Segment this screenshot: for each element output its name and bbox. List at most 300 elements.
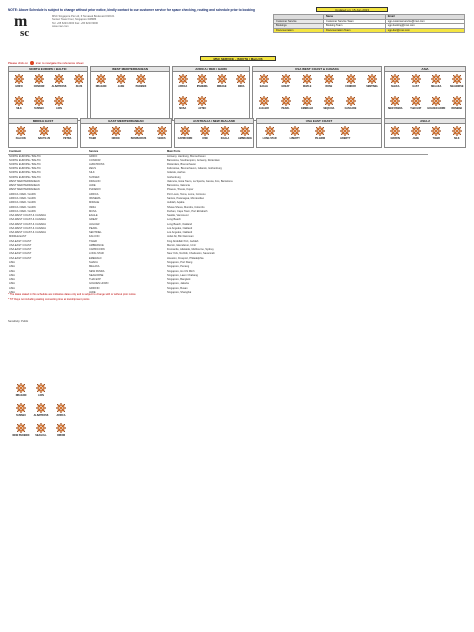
region-panel xyxy=(172,66,250,121)
region-panel xyxy=(174,118,254,148)
ship-wheel-icon xyxy=(425,126,447,136)
service-wheel-button[interactable] xyxy=(384,126,406,140)
service-wheel-button[interactable] xyxy=(253,96,275,110)
ports-cell: Gothenburg xyxy=(167,175,181,179)
ship-wheel-icon xyxy=(334,126,356,136)
continent-cell: USA EAST COAST xyxy=(9,239,32,243)
service-name: AZTEC xyxy=(198,106,207,110)
service-wheel-button[interactable] xyxy=(214,126,236,140)
ship-wheel-icon xyxy=(28,96,50,106)
disclaimer-note: * The dates stated in this schedule are indicative dates only and is subject to change with or without prior notice xyxy=(8,293,136,296)
ports-cell: Santos, Paranagua, Montevideo xyxy=(167,197,205,201)
service-wheel-button[interactable] xyxy=(230,74,252,88)
ports-cell: Mersin, Iskenderun, Izmir xyxy=(167,243,197,247)
service-wheel-button[interactable] xyxy=(33,126,55,140)
ship-wheel-icon xyxy=(28,74,50,84)
contact-header: Email xyxy=(385,15,464,20)
region-title: MIDDLE EAST xyxy=(9,119,77,124)
service-wheel-button[interactable] xyxy=(446,96,468,110)
ports-cell: Singapore, Jakarta xyxy=(167,282,189,286)
service-name: DRAGON xyxy=(95,84,107,88)
ports-cell: King Abdullah Port, Jeddah xyxy=(167,239,199,243)
ship-wheel-icon xyxy=(234,126,256,136)
ship-wheel-icon xyxy=(318,74,340,84)
ship-wheel-icon xyxy=(30,403,52,413)
service-wheel-button[interactable] xyxy=(82,126,104,140)
continent-cell: USA EAST COAST xyxy=(9,256,32,260)
service-wheel-button[interactable] xyxy=(130,74,152,88)
ship-wheel-icon xyxy=(425,74,447,84)
ship-wheel-icon xyxy=(30,423,52,433)
service-wheel-button[interactable] xyxy=(48,74,70,88)
service-name: MIRAGE xyxy=(216,84,227,88)
service-name: KOALA xyxy=(220,136,230,140)
continent-cell: NORTH EUROPE / BALTIC xyxy=(9,175,41,179)
sensitivity-label: Sensitivity: Public xyxy=(8,320,29,323)
ship-wheel-icon xyxy=(174,126,196,136)
service-cell: GRIFFIN xyxy=(89,286,100,290)
ship-wheel-icon xyxy=(151,126,173,136)
ports-cell: Singapore, Penang xyxy=(167,265,190,269)
ship-wheel-icon xyxy=(446,126,468,136)
ship-wheel-icon xyxy=(50,403,72,413)
service-cell: ALBATROSS xyxy=(89,162,105,166)
table-header: Continent xyxy=(8,150,88,154)
ship-wheel-icon xyxy=(446,96,468,106)
service-name: SILK xyxy=(16,106,22,110)
service-name: GRIFFIN xyxy=(390,136,401,140)
ports-cell: Fremantle, Adelaide, Melbourne, Sydney xyxy=(167,248,214,252)
service-wheel-button[interactable] xyxy=(194,126,216,140)
service-name: ORION xyxy=(111,136,120,140)
ship-wheel-icon xyxy=(275,74,297,84)
service-cell: SEAHORSE xyxy=(89,273,104,277)
service-name: FALCON xyxy=(15,136,26,140)
service-name: BOSPHORUS xyxy=(130,136,147,140)
ship-wheel-icon xyxy=(275,96,297,106)
contact-name: Customer Service Team xyxy=(324,19,386,24)
service-wheel-button[interactable] xyxy=(296,74,318,88)
update-badge: Updated on: 15-Jun-2023 xyxy=(316,7,388,12)
continent-cell: WEST MEDITERRANEAN xyxy=(9,188,40,192)
continent-cell: USA WEST COAST & CANADA xyxy=(9,218,46,222)
service-name: PHOENIX xyxy=(135,84,147,88)
service-name: NAUTILUS xyxy=(37,136,51,140)
service-wheel-button[interactable] xyxy=(284,126,306,140)
service-name: JAGUAR xyxy=(258,106,269,110)
continent-cell: ASIA xyxy=(9,269,15,273)
ship-wheel-icon xyxy=(230,74,252,84)
hint-text: icon to navigate the reference sheet xyxy=(35,61,84,65)
service-wheel-button[interactable] xyxy=(318,96,340,110)
service-wheel-button[interactable] xyxy=(28,74,50,88)
region-title: USA WEST COAST & CANADA xyxy=(253,67,381,72)
service-wheel-button[interactable] xyxy=(105,126,127,140)
ship-wheel-icon xyxy=(194,126,216,136)
service-cell: SENTINEL xyxy=(89,231,102,235)
service-wheel-button[interactable] xyxy=(446,126,468,140)
ports-cell: Singapore, Busan xyxy=(167,286,188,290)
service-name: CASCADE xyxy=(344,106,357,110)
region-panel xyxy=(252,66,382,121)
region-panel xyxy=(80,118,172,148)
msc-logo: m sc xyxy=(14,13,30,39)
service-wheel-button[interactable] xyxy=(10,126,32,140)
service-name: CAPRICORN xyxy=(177,136,193,140)
contact-label: Customer Service xyxy=(274,19,324,24)
ship-wheel-icon xyxy=(340,74,362,84)
service-name: ZEUS xyxy=(75,84,83,88)
ship-wheel-icon xyxy=(10,383,32,393)
contact-table xyxy=(273,14,465,33)
service-name: NEW PHOENIX xyxy=(12,433,30,437)
service-name: ALBATROSS xyxy=(33,413,49,417)
service-cell: MUSA xyxy=(89,209,97,213)
region-title: USA EAST COAST xyxy=(257,119,381,124)
service-cell: TIGER xyxy=(89,239,97,243)
service-wheel-button[interactable] xyxy=(425,74,447,88)
region-panel xyxy=(90,66,170,121)
service-name: SENTINEL xyxy=(366,84,379,88)
service-title-bar: MSC SERVICE - (SOUTH / Main Ol) xyxy=(200,56,276,61)
ship-wheel-icon xyxy=(90,74,112,84)
continent-cell: USA EAST COAST xyxy=(9,248,32,252)
ship-wheel-icon xyxy=(214,126,236,136)
ship-wheel-icon xyxy=(128,126,150,136)
contact-name: Documentation Team xyxy=(324,28,386,33)
region-panel xyxy=(384,118,466,148)
company-address xyxy=(52,15,192,29)
service-wheel-button[interactable] xyxy=(30,383,52,397)
service-name: GRIFO xyxy=(15,84,23,88)
service-wheel-button[interactable] xyxy=(340,96,362,110)
contact-email[interactable]: sgp-doc@msc.com xyxy=(385,28,464,33)
service-wheel-button[interactable] xyxy=(30,423,52,437)
ports-cell: Rotterdam, Bremerhaven xyxy=(167,162,197,166)
service-wheel-button[interactable] xyxy=(128,126,150,140)
service-wheel-button[interactable] xyxy=(28,96,50,110)
ports-cell: Jebel Ali, Bin Dammam xyxy=(167,235,194,239)
service-wheel-button[interactable] xyxy=(309,126,331,140)
ports-cell: Los Angeles, Oakland xyxy=(167,226,193,230)
ports-cell: Durban, Cape Town, Port Elizabeth xyxy=(167,209,208,213)
service-name: AFRICA xyxy=(178,84,188,88)
service-wheel-button[interactable] xyxy=(259,126,281,140)
ship-wheel-icon xyxy=(110,74,132,84)
service-wheel-button[interactable] xyxy=(8,74,30,88)
service-cell: CAPRICORN xyxy=(89,248,105,252)
service-wheel-button[interactable] xyxy=(425,126,447,140)
service-name: ROSE xyxy=(325,84,333,88)
service-cell: JADE xyxy=(89,184,96,188)
service-name: SILK xyxy=(454,136,460,140)
service-cell: IPANEMA xyxy=(89,197,101,201)
service-name: GREAT xyxy=(281,84,290,88)
service-name: DRAGON xyxy=(15,393,27,397)
continent-cell: NORTH EUROPE / BALTIC xyxy=(9,154,41,158)
service-name: EMERALD xyxy=(301,106,314,110)
ship-wheel-icon xyxy=(48,96,70,106)
continent-cell: AFRICA / RED / GARN xyxy=(9,209,36,213)
ports-cell: Long Beach xyxy=(167,218,181,222)
service-wheel-button[interactable] xyxy=(151,126,173,140)
contact-name: Booking Team xyxy=(324,24,386,29)
service-wheel-button[interactable] xyxy=(275,74,297,88)
ports-cell: Singapore, Port Klang xyxy=(167,261,193,264)
region-title: AUSTRALIA / NEW ZEALAND xyxy=(175,119,253,124)
continent-cell: NORTH EUROPE / BALTIC xyxy=(9,158,41,162)
service-name: JADE xyxy=(117,84,125,88)
continent-cell: AFRICA / RED / GARN xyxy=(9,205,36,209)
ship-wheel-icon xyxy=(405,96,427,106)
service-wheel-button[interactable] xyxy=(296,96,318,110)
service-name: MUSA xyxy=(179,106,187,110)
ports-cell: Seattle, Vancouver xyxy=(167,214,189,218)
service-cell: LONG STAR xyxy=(89,252,104,256)
region-title: ASIA xyxy=(385,67,465,72)
continent-cell: MIDDLE EAST xyxy=(9,235,27,239)
contact-email[interactable]: sgp-booking@msc.com xyxy=(385,24,464,29)
service-wheel-button[interactable] xyxy=(10,383,32,397)
service-cell: GRIFO xyxy=(89,154,98,158)
ship-wheel-icon xyxy=(309,126,331,136)
ship-wheel-icon xyxy=(259,126,281,136)
ship-wheel-icon xyxy=(384,126,406,136)
contact-label: Bookings xyxy=(274,24,324,29)
service-wheel-button[interactable] xyxy=(275,96,297,110)
service-wheel-button[interactable] xyxy=(384,74,406,88)
service-cell: THAI EXP xyxy=(89,278,101,282)
ports-cell: New York, Norfolk, Charleston, Savannah xyxy=(167,252,215,256)
service-name: LONG STAR xyxy=(262,136,277,140)
service-name: VENUS xyxy=(157,136,166,140)
service-wheel-button[interactable] xyxy=(405,126,427,140)
service-wheel-button[interactable] xyxy=(8,96,30,110)
service-name: LION xyxy=(56,106,62,110)
service-cell: JADE xyxy=(89,290,96,294)
service-name: INDIA xyxy=(237,84,245,88)
ship-wheel-icon xyxy=(10,126,32,136)
service-wheel-button[interactable] xyxy=(50,403,72,417)
service-wheel-button[interactable] xyxy=(334,126,356,140)
navigation-hint xyxy=(8,61,83,65)
service-name: ALBATROSS xyxy=(51,84,67,88)
continent-cell: WEST MEDITERRANEAN xyxy=(9,179,40,183)
service-wheel-button[interactable] xyxy=(253,74,275,88)
service-name: SEAGULL xyxy=(35,433,47,437)
ports-cell: Barcelona, Valencia xyxy=(167,184,190,188)
continent-cell: AFRICA / RED / GARN xyxy=(9,197,36,201)
contact-email[interactable]: sgp-customerservice@msc.com xyxy=(385,19,464,24)
service-name: SEAHORSE xyxy=(450,84,464,88)
service-name: PEARL xyxy=(281,106,290,110)
service-name: SUSSEX xyxy=(16,413,26,417)
transit-note: * T/T Days not including waiting connecting time at transhipment points xyxy=(8,298,90,301)
ports-cell: Felixstowe, Bremerhaven, Gdansk, Gothenburg xyxy=(167,167,222,171)
ship-wheel-icon xyxy=(33,126,55,136)
service-cell: AFRICA xyxy=(89,192,99,196)
service-wheel-button[interactable] xyxy=(50,423,72,437)
service-cell: GREAT xyxy=(89,218,98,222)
table-header: Main Ports xyxy=(166,150,428,154)
service-wheel-button[interactable] xyxy=(174,126,196,140)
region-panel xyxy=(8,66,88,121)
service-wheel-button[interactable] xyxy=(56,126,78,140)
ship-wheel-icon xyxy=(361,74,383,84)
ship-wheel-icon xyxy=(191,96,213,106)
ports-cell: Singapore, Ho Chi Minh xyxy=(167,269,195,273)
service-cell: CONDOR xyxy=(89,158,101,162)
service-name: PILGRIM xyxy=(315,136,325,140)
ship-wheel-icon xyxy=(340,96,362,106)
service-wheel-button[interactable] xyxy=(68,74,90,88)
service-wheel-button[interactable] xyxy=(361,74,383,88)
ports-cell: Barcelona, Southampton, Antwerp, Rotterdam xyxy=(167,158,220,162)
continent-cell: USA WEST COAST & CANADA xyxy=(9,214,46,218)
service-wheel-button[interactable] xyxy=(340,74,362,88)
continent-cell: NORTH EUROPE / BALTIC xyxy=(9,167,41,171)
service-name: KIWI xyxy=(202,136,208,140)
service-wheel-button[interactable] xyxy=(191,96,213,110)
service-wheel-button[interactable] xyxy=(405,74,427,88)
ship-wheel-icon xyxy=(48,74,70,84)
ship-wheel-icon xyxy=(253,96,275,106)
service-name: CONDOR xyxy=(33,84,45,88)
service-name: AFRICA xyxy=(56,413,66,417)
continent-cell: USA WEST COAST & CANADA xyxy=(9,231,46,235)
region-title: EAST MEDITERRANEAN xyxy=(81,119,171,124)
service-cell: GOLDEN HORN xyxy=(89,282,109,286)
continent-cell: USA WEST COAST & CANADA xyxy=(9,222,46,226)
ports-cell: Houston, Freeport, Philadelphia xyxy=(167,256,204,260)
ship-wheel-icon xyxy=(384,96,406,106)
region-panel xyxy=(8,118,78,148)
service-cell: JAGUAR xyxy=(89,222,100,226)
region-title: WEST MEDITERRANEAN xyxy=(91,67,169,72)
service-wheel-button[interactable] xyxy=(10,403,32,417)
ship-wheel-icon xyxy=(10,403,32,413)
ports-cell: Antwerp, Hamburg, Bremerhaven xyxy=(167,154,206,158)
service-wheel-button[interactable] xyxy=(234,126,256,140)
ship-wheel-icon xyxy=(253,74,275,84)
service-name: SUSSEX xyxy=(34,106,44,110)
service-name: IPANEMA xyxy=(451,106,463,110)
service-name: PETRA xyxy=(63,136,72,140)
service-name: LIBERTY xyxy=(340,136,351,140)
ship-wheel-icon xyxy=(56,126,78,136)
notice-text: NOTE: Above Schedule is subject to change without prior notice, kindly contact to our customer service for space checking, routing and schedule prior to booking xyxy=(8,8,255,12)
service-wheel-button[interactable] xyxy=(425,96,447,110)
continent-cell: ASIA xyxy=(9,273,15,277)
continent-cell: ASIA xyxy=(9,286,15,290)
continent-cell: AFRICA / RED / GARN xyxy=(9,201,36,205)
service-wheel-button[interactable] xyxy=(90,74,112,88)
service-name: SHAKA xyxy=(390,84,400,88)
service-cell: NEW PANDA xyxy=(89,269,105,273)
ports-cell: Los Angeles, Oakland xyxy=(167,231,193,235)
service-wheel-button[interactable] xyxy=(110,74,132,88)
service-name: LIBERTY xyxy=(289,136,300,140)
ship-wheel-icon xyxy=(8,96,30,106)
ports-cell: Port Louis, Tema, Lome, Cotonou xyxy=(167,192,206,196)
service-name: TIGER xyxy=(432,136,440,140)
continent-cell: USA WEST COAST & CANADA xyxy=(9,226,46,230)
ship-wheel-icon[interactable] xyxy=(30,61,34,65)
ports-cell: Singapore, Laem Chabang xyxy=(167,273,199,277)
continent-cell: NORTH EUROPE / BALTIC xyxy=(9,171,41,175)
ports-cell: Singapore, Shanghai xyxy=(167,290,192,294)
service-wheel-button[interactable] xyxy=(10,423,32,437)
ship-wheel-icon xyxy=(50,423,72,433)
ship-wheel-icon xyxy=(10,423,32,433)
address-line: www.msc.com xyxy=(52,25,69,29)
contact-label: Documentation xyxy=(274,28,324,33)
service-name: THAI EXP xyxy=(410,106,422,110)
continent-cell: ASIA xyxy=(9,265,15,269)
region-panel xyxy=(384,66,466,121)
service-wheel-button[interactable] xyxy=(48,96,70,110)
service-wheel-button[interactable] xyxy=(446,74,468,88)
continent-cell: USA EAST COAST xyxy=(9,252,32,256)
address-line: MSC Singapore Pte Ltd, 6 Temasek Boulevard #18-01 xyxy=(52,15,115,18)
service-cell: PHOENIX xyxy=(89,188,101,192)
ship-wheel-icon xyxy=(405,126,427,136)
service-cell: DRAGON xyxy=(89,179,101,183)
service-name: NEW PANDA xyxy=(387,106,403,110)
service-cell: MELAKA xyxy=(89,265,100,269)
service-wheel-button[interactable] xyxy=(318,74,340,88)
continent-cell: USA EAST COAST xyxy=(9,243,32,247)
continent-cell: ASIA xyxy=(9,261,15,264)
table-header: Service xyxy=(88,150,166,154)
service-cell: ZEUS xyxy=(89,167,96,171)
service-name: MELAKA xyxy=(431,84,442,88)
service-cell: FALCON xyxy=(89,235,100,239)
region-panel xyxy=(256,118,382,148)
ship-wheel-icon xyxy=(82,126,104,136)
service-wheel-button[interactable] xyxy=(30,403,52,417)
ship-wheel-icon xyxy=(384,74,406,84)
service-name: MAPLE xyxy=(302,84,312,88)
service-table xyxy=(8,150,428,295)
service-name: JADE xyxy=(412,136,419,140)
ship-wheel-icon xyxy=(8,74,30,84)
continent-cell: AFRICA / RED / GARN xyxy=(9,192,36,196)
service-cell: EAGLE xyxy=(89,214,98,218)
ship-wheel-icon xyxy=(446,74,468,84)
ship-wheel-icon xyxy=(30,383,52,393)
service-wheel-button[interactable] xyxy=(384,96,406,110)
service-name: GOLDEN HORN xyxy=(427,106,446,110)
service-name: IPANEMA xyxy=(196,84,208,88)
region-title: AFRICA / RED / GARN xyxy=(173,67,249,72)
service-name: LION xyxy=(38,393,44,397)
hint-text: Please click on xyxy=(8,61,29,65)
service-name: AMBRANCE xyxy=(238,136,252,140)
service-cell: SILK xyxy=(89,171,95,175)
address-line: Suntec Tower Four, Singapore 038986 xyxy=(52,18,97,22)
service-cell: INDIA xyxy=(89,205,96,209)
contact-header: Name xyxy=(324,15,386,20)
service-wheel-button[interactable] xyxy=(405,96,427,110)
ports-cell: Gdansk, Aarhus xyxy=(167,171,186,175)
ports-cell: Nhava Sheva, Mundra, Colombo xyxy=(167,205,205,209)
ports-cell: Valencia, Gioia Tauro, La Spezia, Genoa, Fos, Barcelona xyxy=(167,179,233,183)
ports-cell: Long Beach, Oakland xyxy=(167,222,192,226)
service-name: TIGER xyxy=(88,136,97,140)
service-cell: SUSSEX xyxy=(89,175,100,179)
ship-wheel-icon xyxy=(105,126,127,136)
